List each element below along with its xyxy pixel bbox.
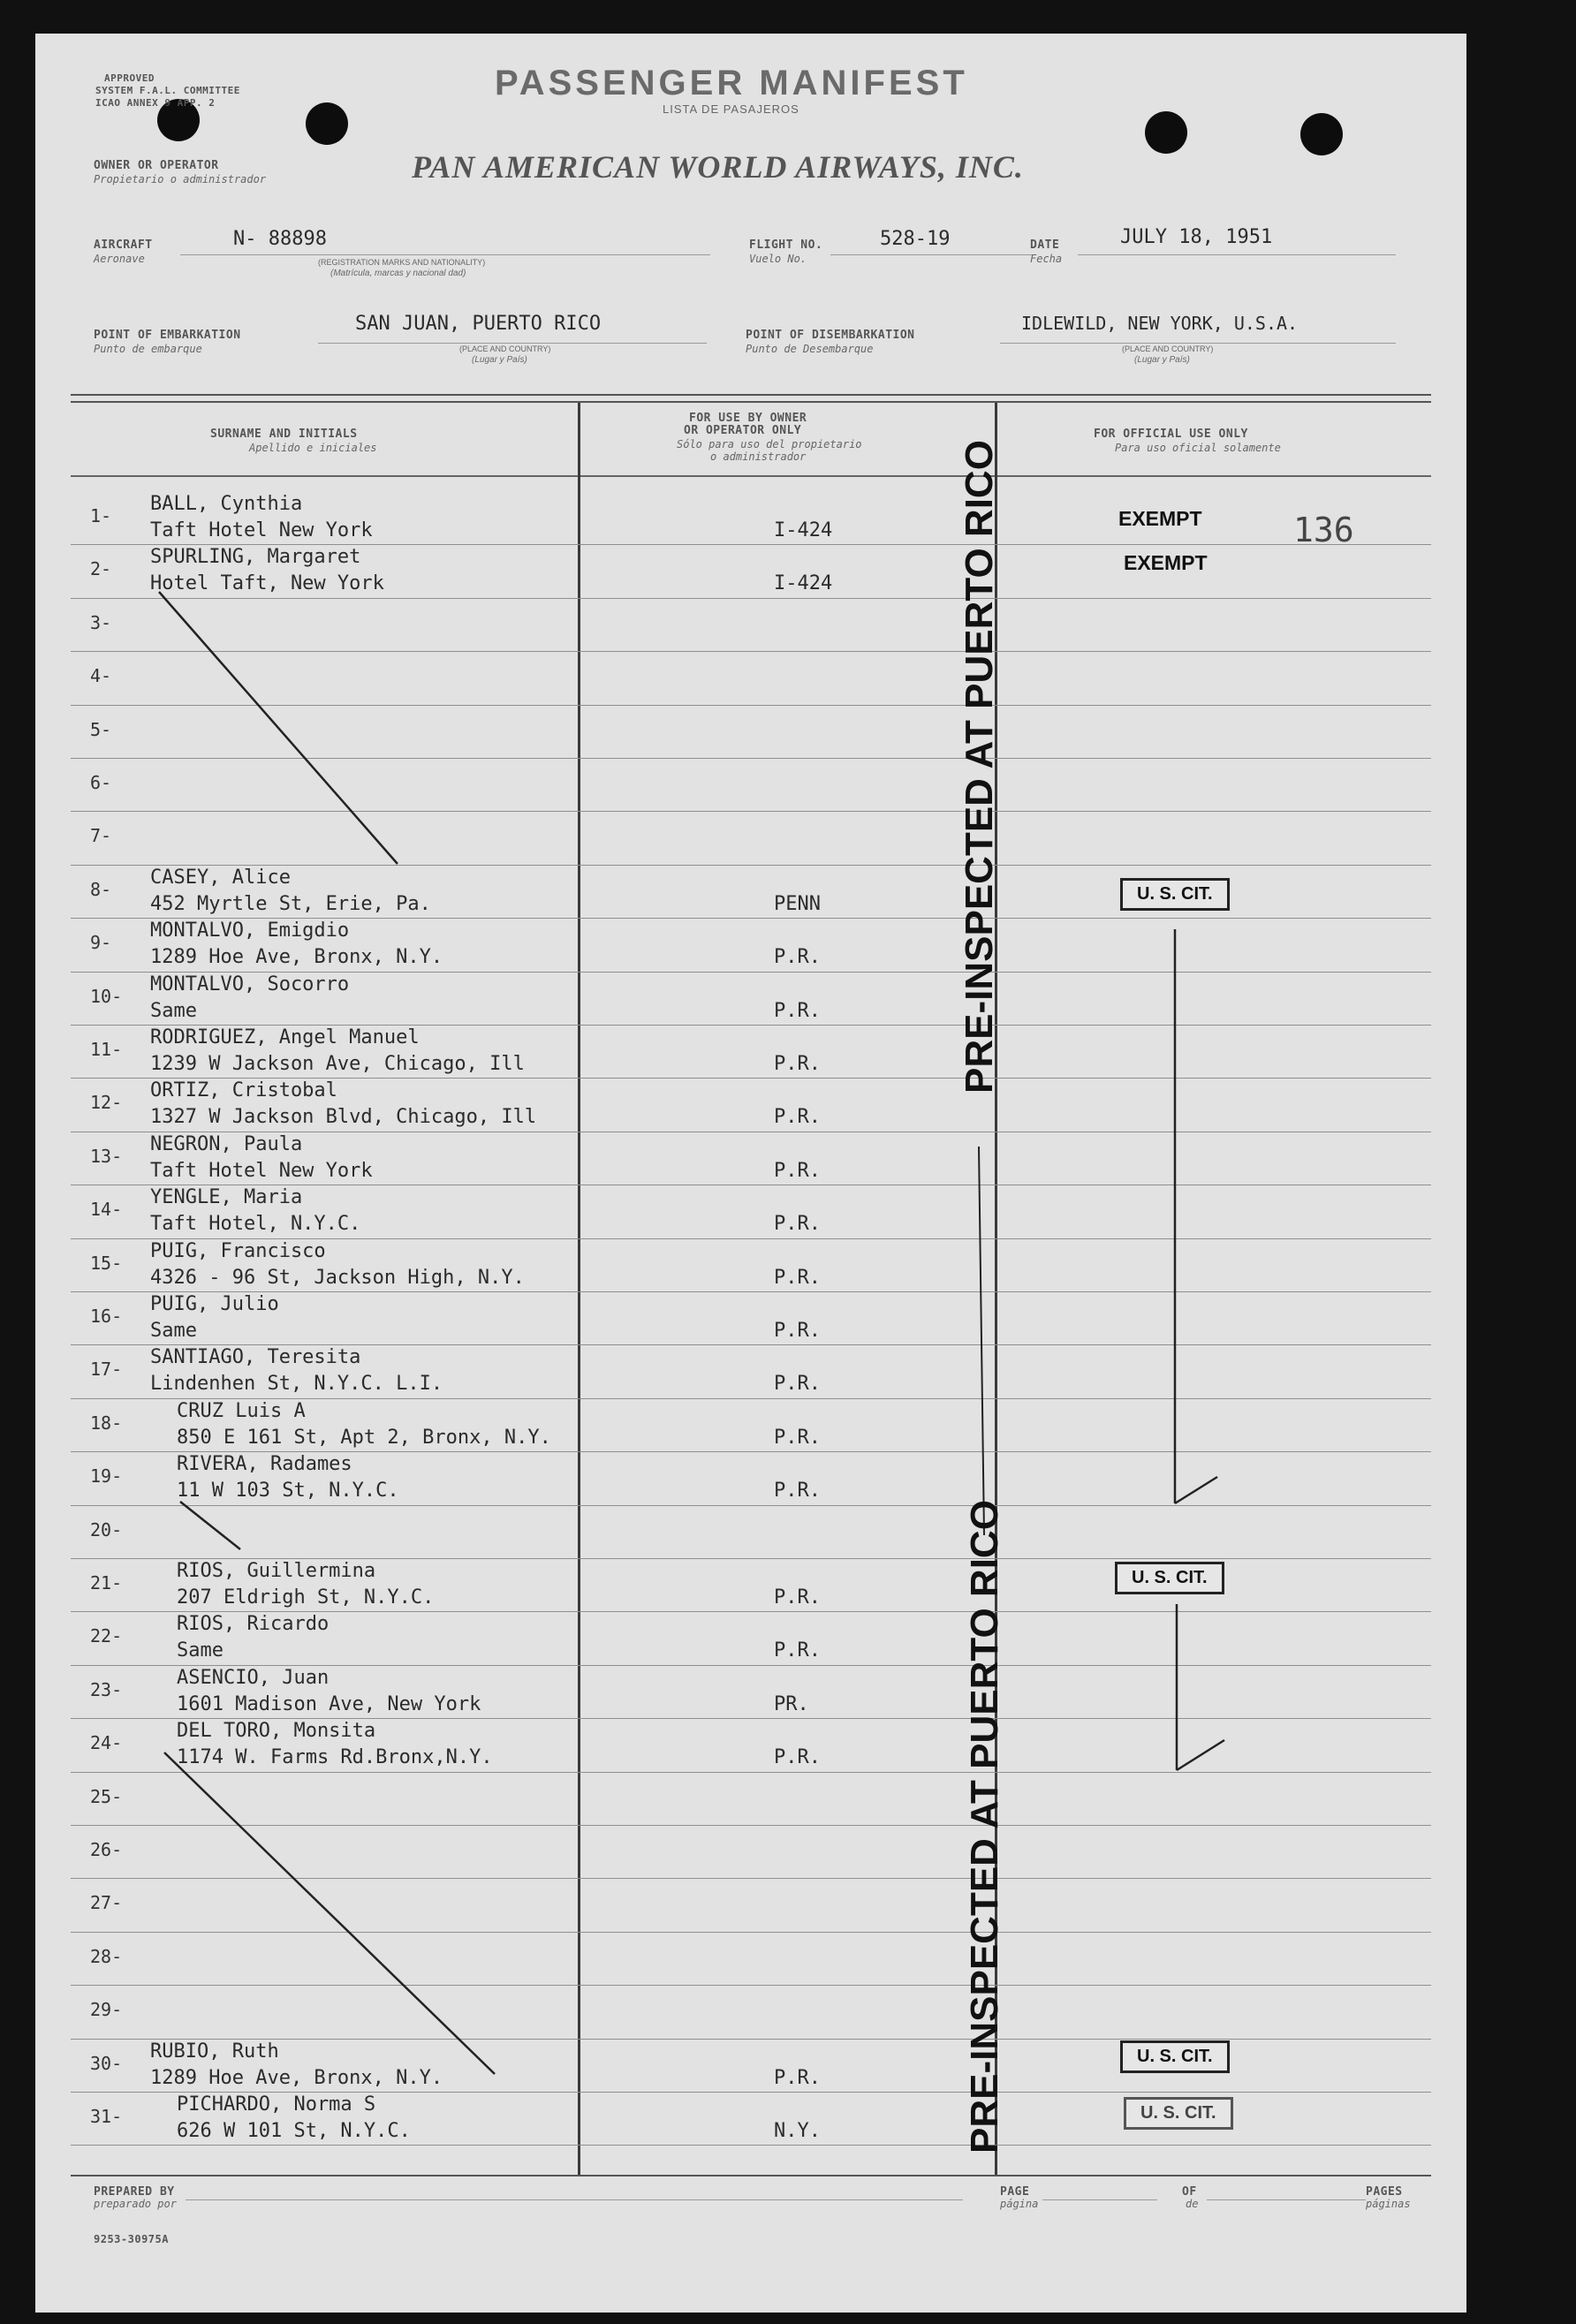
- passenger-code: P.R.: [774, 1427, 821, 1449]
- passenger-code: PR.: [774, 1693, 809, 1715]
- aircraft-label: AIRCRAFT: [94, 238, 153, 252]
- row-number: 14-: [90, 1199, 123, 1220]
- passenger-name: CASEY, Alice: [150, 867, 291, 889]
- passenger-address: 452 Myrtle St, Erie, Pa.: [150, 893, 431, 915]
- row-number: 8-: [90, 879, 112, 900]
- icao-label: ICAO ANNEX 9 APP. 2: [95, 97, 216, 109]
- col-surname: SURNAME AND INITIALS: [210, 428, 358, 441]
- us-cit-stamp: U. S. CIT.: [1124, 2097, 1233, 2130]
- passenger-address: 1327 W Jackson Blvd, Chicago, Ill: [150, 1106, 537, 1128]
- passenger-address: 1174 W. Farms Rd.Bronx,N.Y.: [177, 1746, 493, 1768]
- aircraft-note: (REGISTRATION MARKS AND NATIONALITY): [318, 258, 486, 267]
- passenger-name: NEGRON, Paula: [150, 1133, 303, 1155]
- flight-value: 528-19: [880, 228, 951, 250]
- passenger-address: Same: [150, 1320, 197, 1342]
- passenger-name: YENGLE, Maria: [150, 1186, 303, 1208]
- col-official-es: Para uso oficial solamente: [1115, 442, 1281, 454]
- system-label: SYSTEM F.A.L. COMMITTEE: [95, 85, 240, 96]
- flight-label-es: Vuelo No.: [749, 253, 807, 265]
- manifest-sheet: [35, 34, 1466, 2313]
- passenger-name: DEL TORO, Monsita: [177, 1720, 376, 1742]
- embark-value: SAN JUAN, PUERTO RICO: [355, 313, 602, 335]
- col-owner-es-1: Sólo para uso del propietario: [677, 438, 862, 450]
- prepared-label-es: preparado por: [94, 2198, 177, 2210]
- passenger-address: 11 W 103 St, N.Y.C.: [177, 1480, 399, 1502]
- col-owner-2: OR OPERATOR ONLY: [684, 424, 802, 437]
- row-number: 6-: [90, 772, 112, 793]
- strike-lines: [35, 34, 1466, 2313]
- row-number: 3-: [90, 612, 112, 633]
- col-surname-es: Apellido e iniciales: [249, 442, 377, 454]
- exempt-stamp: EXEMPT: [1124, 551, 1208, 574]
- row-number: 11-: [90, 1039, 123, 1060]
- pre-inspected-stamp: PRE-INSPECTED AT PUERTO RICO: [963, 1500, 1006, 2154]
- aircraft-note-es: (Matrícula, marcas y nacional dad): [330, 269, 466, 278]
- passenger-code: P.R.: [774, 1320, 821, 1342]
- pre-inspected-stamp: PRE-INSPECTED AT PUERTO RICO: [958, 440, 1001, 1094]
- row-number: 18-: [90, 1412, 123, 1434]
- passenger-name: SANTIAGO, Teresita: [150, 1346, 361, 1368]
- row-number: 30-: [90, 2053, 123, 2074]
- passenger-name: ORTIZ, Cristobal: [150, 1079, 337, 1101]
- row-number: 15-: [90, 1253, 123, 1274]
- passenger-code: P.R.: [774, 1267, 821, 1289]
- passenger-address: 1239 W Jackson Ave, Chicago, Ill: [150, 1053, 525, 1075]
- disembark-label-es: Punto de Desembarque: [746, 343, 874, 355]
- passenger-name: CRUZ Luis A: [177, 1400, 306, 1422]
- row-number: 31-: [90, 2106, 123, 2127]
- passenger-code: I-424: [774, 519, 833, 541]
- row-number: 28-: [90, 1946, 123, 1967]
- embark-place-note-es: (Lugar y País): [472, 355, 527, 365]
- passenger-name: RODRIGUEZ, Angel Manuel: [150, 1026, 420, 1048]
- row-number: 16-: [90, 1306, 123, 1327]
- aircraft-value: N- 88898: [233, 228, 327, 250]
- passenger-code: N.Y.: [774, 2120, 821, 2142]
- passenger-code: P.R.: [774, 1213, 821, 1235]
- col-official: FOR OFFICIAL USE ONLY: [1094, 428, 1248, 441]
- row-number: 12-: [90, 1092, 123, 1113]
- passenger-code: P.R.: [774, 1160, 821, 1182]
- pages-label: PAGES: [1366, 2185, 1403, 2199]
- owner-label: OWNER OR OPERATOR: [94, 159, 219, 172]
- page-label: PAGE: [1000, 2185, 1030, 2199]
- passenger-code: P.R.: [774, 1106, 821, 1128]
- passenger-name: PUIG, Francisco: [150, 1240, 326, 1262]
- page-label-es: página: [1000, 2198, 1039, 2210]
- passenger-address: Same: [177, 1639, 224, 1662]
- owner-label-es: Propietario o administrador: [94, 173, 267, 185]
- passenger-address: Taft Hotel New York: [150, 1160, 373, 1182]
- passenger-code: P.R.: [774, 1586, 821, 1609]
- disembark-place-note: (PLACE AND COUNTRY): [1122, 344, 1214, 353]
- row-number: 25-: [90, 1786, 123, 1807]
- embark-label-es: Punto de embarque: [94, 343, 202, 355]
- row-number: 17-: [90, 1359, 123, 1380]
- approved-label: APPROVED: [104, 72, 155, 84]
- row-number: 23-: [90, 1679, 123, 1700]
- passenger-name: BALL, Cynthia: [150, 493, 303, 515]
- passenger-code: I-424: [774, 572, 833, 594]
- passenger-name: RIVERA, Radames: [177, 1453, 352, 1475]
- passenger-name: MONTALVO, Socorro: [150, 973, 350, 995]
- disembark-label: POINT OF DISEMBARKATION: [746, 329, 915, 342]
- row-number: 13-: [90, 1146, 123, 1167]
- passenger-address: 626 W 101 St, N.Y.C.: [177, 2120, 411, 2142]
- passenger-address: 1601 Madison Ave, New York: [177, 1693, 481, 1715]
- prepared-label: PREPARED BY: [94, 2185, 175, 2199]
- col-owner-es-2: o administrador: [710, 450, 807, 463]
- row-number: 9-: [90, 932, 112, 953]
- passenger-address: 4326 - 96 St, Jackson High, N.Y.: [150, 1267, 525, 1289]
- passenger-name: SPURLING, Margaret: [150, 546, 361, 568]
- row-number: 2-: [90, 558, 112, 579]
- passenger-name: RUBIO, Ruth: [150, 2040, 279, 2063]
- row-number: 5-: [90, 719, 112, 740]
- passenger-address: Taft Hotel, N.Y.C.: [150, 1213, 361, 1235]
- passenger-name: RIOS, Guillermina: [177, 1560, 376, 1582]
- embark-label: POINT OF EMBARKATION: [94, 329, 241, 342]
- passenger-address: Same: [150, 1000, 197, 1022]
- passenger-code: P.R.: [774, 946, 821, 968]
- of-label-es: de: [1186, 2198, 1199, 2210]
- row-number: 7-: [90, 825, 112, 846]
- passenger-name: ASENCIO, Juan: [177, 1667, 330, 1689]
- passenger-code: P.R.: [774, 1639, 821, 1662]
- passenger-name: PUIG, Julio: [150, 1293, 279, 1315]
- date-label-es: Fecha: [1030, 253, 1063, 265]
- aircraft-label-es: Aeronave: [94, 253, 145, 265]
- passenger-code: P.R.: [774, 1000, 821, 1022]
- embark-place-note: (PLACE AND COUNTRY): [459, 344, 551, 353]
- col-owner-1: FOR USE BY OWNER: [689, 412, 807, 425]
- passenger-address: 850 E 161 St, Apt 2, Bronx, N.Y.: [177, 1427, 551, 1449]
- row-number: 26-: [90, 1839, 123, 1860]
- row-number: 21-: [90, 1572, 123, 1593]
- passenger-name: MONTALVO, Emigdio: [150, 920, 350, 942]
- passenger-code: P.R.: [774, 2067, 821, 2089]
- row-number: 24-: [90, 1732, 123, 1753]
- row-number: 27-: [90, 1892, 123, 1913]
- passenger-name: PICHARDO, Norma S: [177, 2093, 376, 2116]
- passenger-address: 207 Eldrigh St, N.Y.C.: [177, 1586, 435, 1609]
- us-cit-stamp: U. S. CIT.: [1120, 878, 1230, 911]
- row-number: 10-: [90, 986, 123, 1007]
- date-label: DATE: [1030, 238, 1060, 252]
- us-cit-stamp: U. S. CIT.: [1120, 2040, 1230, 2073]
- flight-label: FLIGHT NO.: [749, 238, 823, 252]
- row-number: 22-: [90, 1625, 123, 1646]
- passenger-address: Hotel Taft, New York: [150, 572, 384, 594]
- official-count: 136: [1293, 511, 1354, 549]
- page-title: PASSENGER MANIFEST: [495, 64, 968, 102]
- of-label: OF: [1182, 2185, 1197, 2199]
- row-number: 29-: [90, 1999, 123, 2020]
- passenger-code: PENN: [774, 893, 821, 915]
- page-subtitle: LISTA DE PASAJEROS: [663, 102, 799, 116]
- passenger-address: Lindenhen St, N.Y.C. L.I.: [150, 1373, 443, 1395]
- passenger-address: 1289 Hoe Ave, Bronx, N.Y.: [150, 2067, 443, 2089]
- form-number: 9253-30975A: [94, 2233, 169, 2245]
- row-number: 19-: [90, 1465, 123, 1487]
- us-cit-stamp: U. S. CIT.: [1115, 1562, 1224, 1594]
- pages-label-es: páginas: [1366, 2198, 1411, 2210]
- passenger-code: P.R.: [774, 1373, 821, 1395]
- row-number: 4-: [90, 665, 112, 686]
- owner-value: PAN AMERICAN WORLD AIRWAYS, INC.: [412, 149, 1024, 185]
- passenger-name: RIOS, Ricardo: [177, 1613, 330, 1635]
- date-value: JULY 18, 1951: [1120, 226, 1273, 248]
- disembark-value: IDLEWILD, NEW YORK, U.S.A.: [1021, 313, 1299, 334]
- passenger-code: P.R.: [774, 1480, 821, 1502]
- disembark-place-note-es: (Lugar y País): [1134, 355, 1190, 365]
- row-number: 20-: [90, 1519, 123, 1541]
- row-number: 1-: [90, 505, 112, 526]
- passenger-address: Taft Hotel New York: [150, 519, 373, 541]
- passenger-code: P.R.: [774, 1746, 821, 1768]
- exempt-stamp: EXEMPT: [1118, 507, 1202, 530]
- passenger-address: 1289 Hoe Ave, Bronx, N.Y.: [150, 946, 443, 968]
- passenger-code: P.R.: [774, 1053, 821, 1075]
